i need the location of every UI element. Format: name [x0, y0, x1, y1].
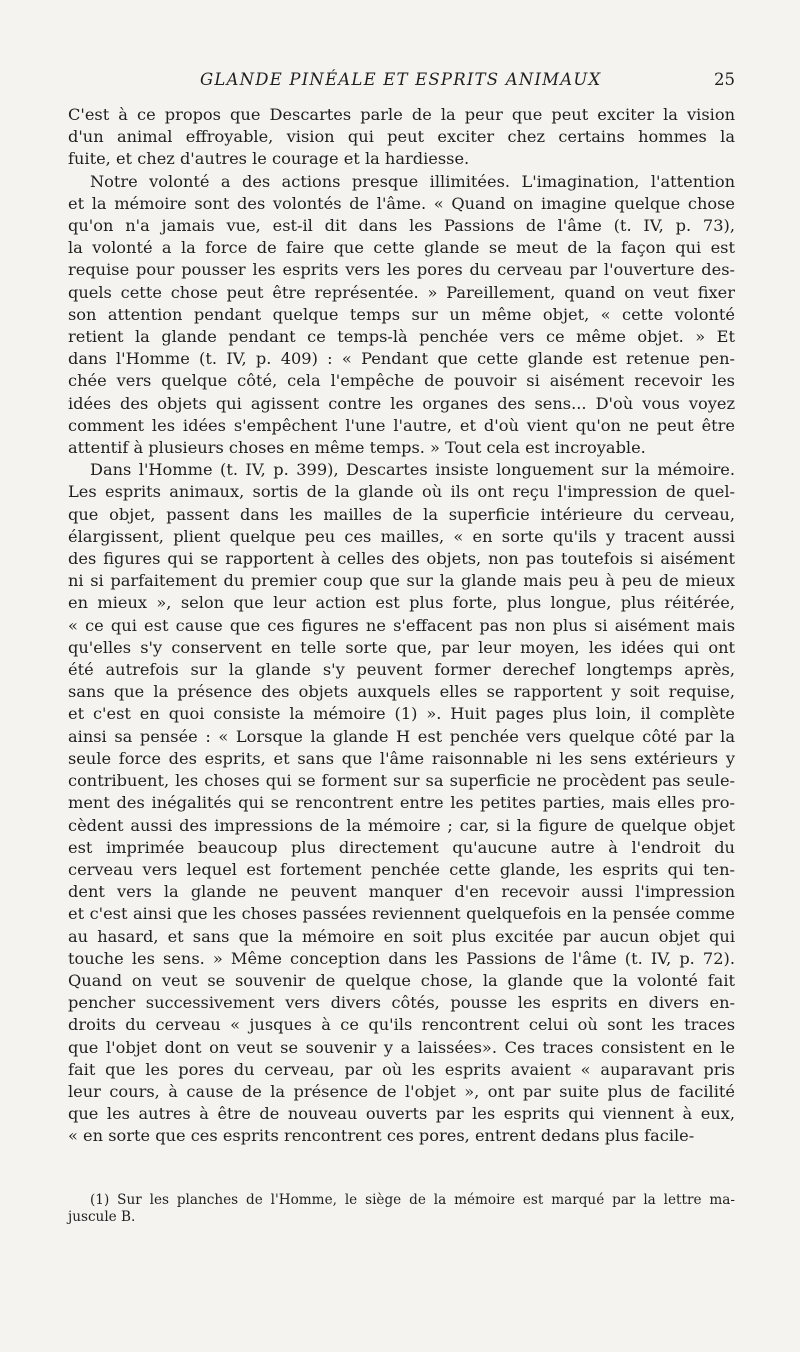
footnote — [68, 1192, 735, 1226]
text-line: leur cours, à cause de la présence de l'objet », ont par suite plus de facilité — [68, 1081, 735, 1101]
text-line: qu'on n'a jamais vue, est-il dit dans les Passions de l'âme (t. IV, p. 73), — [68, 216, 735, 236]
text-line: attentif à plusieurs choses en même temps. » Tout cela est incroyable. — [68, 438, 646, 458]
text-line: élargissent, plient quelque peu ces mailles, « en sorte qu'ils y tracent aussi — [68, 526, 735, 546]
text-line: que les autres à être de nouveau ouverts par les esprits qui viennent à eux, — [68, 1104, 735, 1124]
text-line: la volonté a la force de faire que cette glande se meut de la façon qui est — [68, 238, 735, 258]
text-line: droits du cerveau « jusques à ce qu'ils rencontrent celui où sont les traces — [68, 1015, 735, 1035]
text-line: que l'objet dont on veut se souvenir y a laissées». Ces traces consistent en le — [68, 1037, 735, 1057]
text-line: quels cette chose peut être représentée. » Pareillement, quand on veut fixer — [68, 282, 735, 302]
text-line: et c'est ainsi que les choses passées reviennent quelquefois en la pensée comme — [68, 904, 735, 924]
text-line: seule force des esprits, et sans que l'âme raisonnable ni les sens extérieurs y — [68, 748, 735, 768]
text-line: d'un animal effroyable, vision qui peut exciter chez certains hommes la — [68, 127, 735, 147]
text-line: dent vers la glande ne peuvent manquer d'en recevoir aussi l'impression — [68, 882, 735, 902]
text-line: « ce qui est cause que ces figures ne s'effacent pas non plus si aisément mais — [68, 615, 735, 635]
running-title: GLANDE PINÉALE ET ESPRITS ANIMAUX — [200, 70, 602, 89]
text-line: cerveau vers lequel est fortement penchée cette glande, les esprits qui ten- — [68, 859, 735, 879]
footnote-line: (1) Sur les planches de l'Homme, le siège de la mémoire est marqué par la lettre ma- — [90, 1191, 735, 1208]
text-line: des figures qui se rapportent à celles des objets, non pas toutefois si aisément — [68, 549, 735, 569]
page-number: 25 — [714, 70, 735, 89]
book-page — [68, 66, 735, 1226]
text-line: et la mémoire sont des volontés de l'âme. « Quand on imagine quelque chose — [68, 193, 735, 213]
text-line: fuite, et chez d'autres le courage et la hardiesse. — [68, 149, 470, 169]
text-line: au hasard, et sans que la mémoire en soit plus excitée par aucun objet qui — [68, 926, 735, 946]
text-line: idées des objets qui agissent contre les organes des sens... D'où vous voyez — [68, 393, 735, 413]
text-line: que objet, passent dans les mailles de la superficie intérieure du cerveau, — [68, 504, 735, 524]
text-line: Notre volonté a des actions presque illimitées. L'imagination, l'attention — [90, 171, 735, 191]
text-line: ment des inégalités qui se rencontrent entre les petites parties, mais elles pro- — [68, 793, 735, 813]
footnote-line: juscule B. — [68, 1208, 136, 1225]
text-line: comment les idées s'empêchent l'une l'autre, et d'où vient qu'on ne peut être — [68, 415, 735, 435]
text-line: Quand on veut se souvenir de quelque chose, la glande que la volonté fait — [68, 970, 735, 990]
text-line: est imprimée beaucoup plus directement qu'aucune autre à l'endroit du — [68, 837, 735, 857]
text-line: « en sorte que ces esprits rencontrent ces pores, entrent dedans plus facile- — [68, 1126, 695, 1146]
text-line: contribuent, les choses qui se forment sur sa superficie ne procèdent pas seule- — [68, 771, 735, 791]
text-line: ainsi sa pensée : « Lorsque la glande H est penchée vers quelque côté par la — [68, 726, 735, 746]
text-line: retient la glande pendant ce temps-là penchée vers ce même objet. » Et — [68, 327, 735, 347]
text-line: été autrefois sur la glande s'y peuvent former derechef longtemps après, — [68, 660, 735, 680]
text-line: fait que les pores du cerveau, par où les esprits avaient « auparavant pris — [68, 1059, 735, 1079]
text-line: touche les sens. » Même conception dans les Passions de l'âme (t. IV, p. 72). — [68, 948, 735, 968]
text-line: chée vers quelque côté, cela l'empêche de pouvoir si aisément recevoir les — [68, 371, 735, 391]
running-head — [68, 66, 735, 104]
text-line: et c'est en quoi consiste la mémoire (1) ». Huit pages plus loin, il complète — [68, 704, 735, 724]
text-line: dans l'Homme (t. IV, p. 409) : « Pendant que cette glande est retenue pen- — [68, 349, 735, 369]
text-line: ni si parfaitement du premier coup que sur la glande mais peu à peu de mieux — [68, 571, 735, 591]
text-line: qu'elles s'y conservent en telle sorte que, par leur moyen, les idées qui ont — [68, 637, 735, 657]
text-line: Dans l'Homme (t. IV, p. 399), Descartes insiste longuement sur la mémoire. — [90, 460, 735, 480]
text-line: C'est à ce propos que Descartes parle de la peur que peut exciter la vision — [68, 105, 735, 124]
body-text — [68, 104, 735, 1148]
text-line: en mieux », selon que leur action est plus forte, plus longue, plus réitérée, — [68, 593, 735, 613]
text-line: sans que la présence des objets auxquels elles se rapportent y soit requise, — [68, 682, 735, 702]
text-line: requise pour pousser les esprits vers les pores du cerveau par l'ouverture des- — [68, 260, 735, 280]
text-line: cèdent aussi des impressions de la mémoire ; car, si la figure de quelque objet — [68, 815, 735, 835]
text-line: Les esprits animaux, sortis de la glande où ils ont reçu l'impression de quel- — [68, 482, 735, 502]
text-line: son attention pendant quelque temps sur un même objet, « cette volonté — [68, 304, 735, 324]
text-line: pencher successivement vers divers côtés, pousse les esprits en divers en- — [68, 993, 735, 1013]
